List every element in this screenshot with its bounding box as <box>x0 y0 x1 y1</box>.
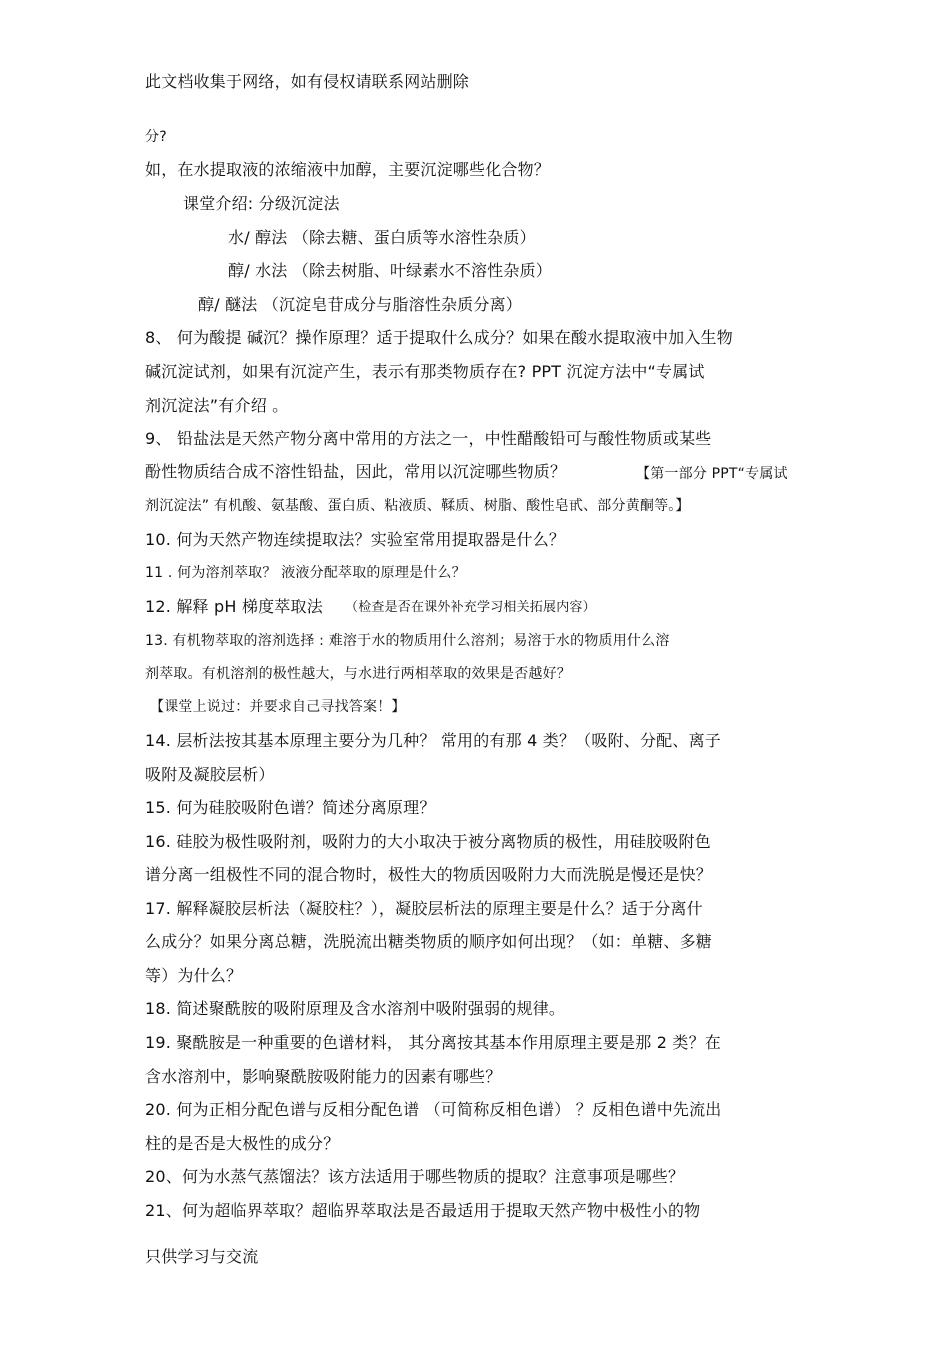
text-line: 18. 简述聚酰胺的吸附原理及含水溶剂中吸附强弱的规律。 <box>145 999 566 1018</box>
text-line: 柱的是否是大极性的成分？ <box>145 1134 340 1153</box>
text-line: 15. 何为硅胶吸附色谱？简述分离原理？ <box>145 798 436 817</box>
text-line: 21、何为超临界萃取？超临界萃取法是否最适用于提取天然产物中极性小的物 <box>145 1201 701 1220</box>
text-line: 11 . 何为溶剂萃取？ 液液分配萃取的原理是什么？ <box>145 565 466 581</box>
text-line: 含水溶剂中，影响聚酰胺吸附能力的因素有哪些？ <box>145 1067 502 1086</box>
text-line: 如，在水提取液的浓缩液中加醇，主要沉淀哪些化合物？ <box>145 160 551 179</box>
text-line: 20. 何为正相分配色谱与反相分配色谱 （可简称反相色谱） ？反相色谱中先流出 <box>145 1100 722 1119</box>
page-footer: 只供学习与交流 <box>145 1247 259 1266</box>
text-line: 17. 解释凝胶层析法（凝胶柱？），凝胶层析法的原理主要是什么？适于分离什 <box>145 899 703 918</box>
text-line: 吸附及凝胶层析） <box>145 765 275 784</box>
text-line: 醇/ 水法 （除去树脂、叶绿素水不溶性杂质） <box>228 261 552 280</box>
text-line: 19. 聚酰胺是一种重要的色谱材料， 其分离按其基本作用原理主要是那 2 类？在 <box>145 1033 721 1052</box>
text-line: 分? <box>145 129 167 145</box>
text-line: 10. 何为天然产物连续提取法？实验室常用提取器是什么？ <box>145 530 566 549</box>
text-line: 9、 铅盐法是天然产物分离中常用的方法之一，中性醋酸铅可与酸性物质或某些 <box>145 429 712 448</box>
page-header: 此文档收集于网络，如有侵权请联系网站删除 <box>145 72 470 91</box>
text-line: 14. 层析法按其基本原理主要分为几种？ 常用的有那 4 类？（吸附、分配、离子 <box>145 731 721 750</box>
text-line: 12. 解释 pH 梯度萃取法 <box>145 597 323 616</box>
text-line: 碱沉淀试剂，如果有沉淀产生，表示有那类物质存在? PPT 沉淀方法中“专属试 <box>145 362 705 381</box>
text-line: （检查是否在课外补充学习相关拓展内容） <box>345 600 596 615</box>
text-line: 20、何为水蒸气蒸馏法？该方法适用于哪些物质的提取？注意事项是哪些？ <box>145 1167 685 1186</box>
text-line: 16. 硅胶为极性吸附剂，吸附力的大小取决于被分离物质的极性，用硅胶吸附色 <box>145 832 711 851</box>
text-line: 剂萃取。有机溶剂的极性越大，与水进行两相萃取的效果是否越好？ <box>145 666 571 682</box>
text-line: 剂沉淀法” 有机酸、氨基酸、蛋白质、粘液质、鞣质、树脂、酸性皂甙、部分黄酮等。】 <box>145 498 690 514</box>
text-line: 么成分？如果分离总糖，洗脱流出糖类物质的顺序如何出现？（如：单糖、多糖 <box>145 932 713 951</box>
text-line: 水/ 醇法 （除去糖、蛋白质等水溶性杂质） <box>228 228 536 247</box>
text-line: 课堂介绍: 分级沉淀法 <box>183 194 340 213</box>
text-line: 13. 有机物萃取的溶剂选择 : 难溶于水的物质用什么溶剂；易溶于水的物质用什么溶 <box>145 633 670 649</box>
text-line: 等）为什么？ <box>145 966 243 985</box>
text-line: 【课堂上说过：并要求自己寻找答案！】 <box>150 699 406 715</box>
text-line: 谱分离一组极性不同的混合物时，极性大的物质因吸附力大而洗脱是慢还是快？ <box>145 865 713 884</box>
text-line: 剂沉淀法”有介绍 。 <box>145 396 289 415</box>
text-line: 酚性物质结合成不溶性铅盐，因此，常用以沉淀哪些物质？ <box>145 462 567 481</box>
text-line: 8、 何为酸提 碱沉？操作原理？适于提取什么成分？如果在酸水提取液中加入生物 <box>145 328 733 347</box>
text-line: 醇/ 醚法 （沉淀皂苷成分与脂溶性杂质分离） <box>198 295 522 314</box>
text-line: 【第一部分 PPT“专属试 <box>636 466 788 482</box>
